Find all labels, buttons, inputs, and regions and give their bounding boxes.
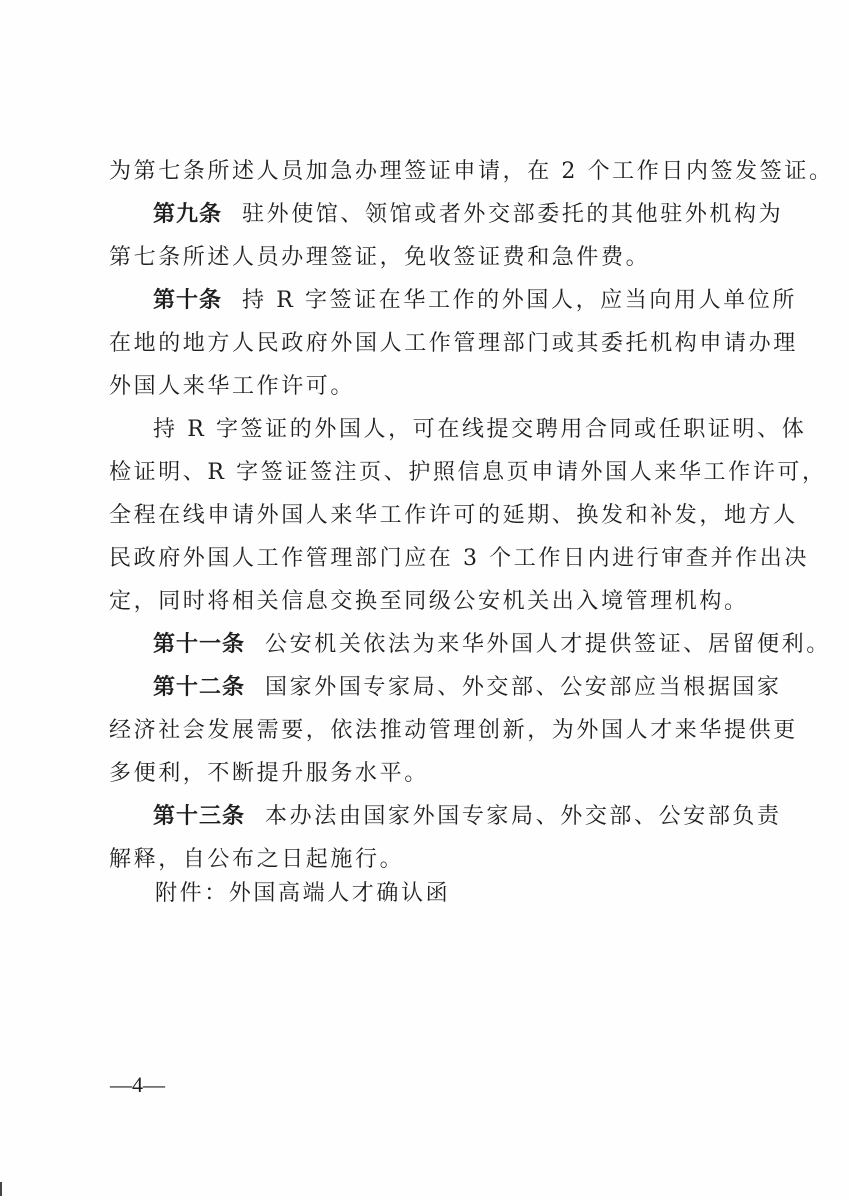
line-text: 本办法由国家外国专家局、外交部、公安部负责	[265, 804, 782, 829]
text-line	[109, 322, 798, 365]
text-line	[109, 451, 827, 494]
text-line	[109, 580, 749, 623]
line-text: 民政府外国人工作管理部门应在 3 个工作日内进行审查并作出决	[109, 546, 809, 571]
line-text: 国家外国专家局、外交部、公安部应当根据国家	[265, 675, 782, 700]
text-line	[109, 365, 741, 408]
line-text: 第七条所述人员办理签证，免收签证费和急件费。	[109, 245, 651, 270]
line-text: 多便利，不断提升服务水平。	[109, 761, 429, 786]
document-body	[109, 150, 834, 881]
line-text: 为第七条所述人员加急办理签证申请，在 2 个工作日内签发签证。	[109, 159, 834, 184]
text-line	[109, 709, 798, 752]
line-text: 全程在线申请外国人来华工作许可的延期、换发和补发，地方人	[109, 503, 798, 528]
line-text: 外国人来华工作许可。	[109, 374, 356, 399]
text-line	[109, 408, 807, 451]
line-text: 持 R 字签证的外国人，可在线提交聘用合同或任职证明、体	[153, 417, 807, 442]
attachment-line: 附件：外国高端人才确认函	[155, 881, 451, 906]
text-line	[109, 795, 782, 838]
text-line	[109, 193, 784, 236]
article-label: 第十一条	[153, 632, 246, 657]
text-line	[109, 623, 831, 666]
text-line	[109, 279, 797, 322]
line-text: 公安机关依法为来华外国人才提供签证、居留便利。	[265, 632, 831, 657]
article-label: 第十二条	[153, 675, 246, 700]
text-line	[109, 494, 798, 537]
text-line	[109, 752, 741, 795]
line-text: 解释，自公布之日起施行。	[109, 847, 405, 872]
text-line	[109, 236, 741, 279]
line-text: 定，同时将相关信息交换至同级公安机关出入境管理机构。	[109, 589, 749, 614]
line-text: 检证明、R 字签证签注页、护照信息页申请外国人来华工作许可，	[109, 460, 827, 485]
article-label: 第十三条	[153, 804, 246, 829]
line-text: 驻外使馆、领馆或者外交部委托的其他驻外机构为	[242, 202, 784, 227]
page-number: —4—	[110, 1072, 165, 1097]
line-text: 在地的地方人民政府外国人工作管理部门或其委托机构申请办理	[109, 331, 798, 356]
text-line	[109, 537, 809, 580]
line-text: 持 R 字签证在华工作的外国人，应当向用人单位所	[242, 288, 797, 313]
article-label: 第九条	[153, 202, 223, 227]
text-line	[109, 150, 834, 193]
text-line	[109, 666, 782, 709]
line-text: 经济社会发展需要，依法推动管理创新，为外国人才来华提供更	[109, 718, 798, 743]
scan-edge-mark	[0, 1182, 2, 1196]
article-label: 第十条	[153, 288, 223, 313]
